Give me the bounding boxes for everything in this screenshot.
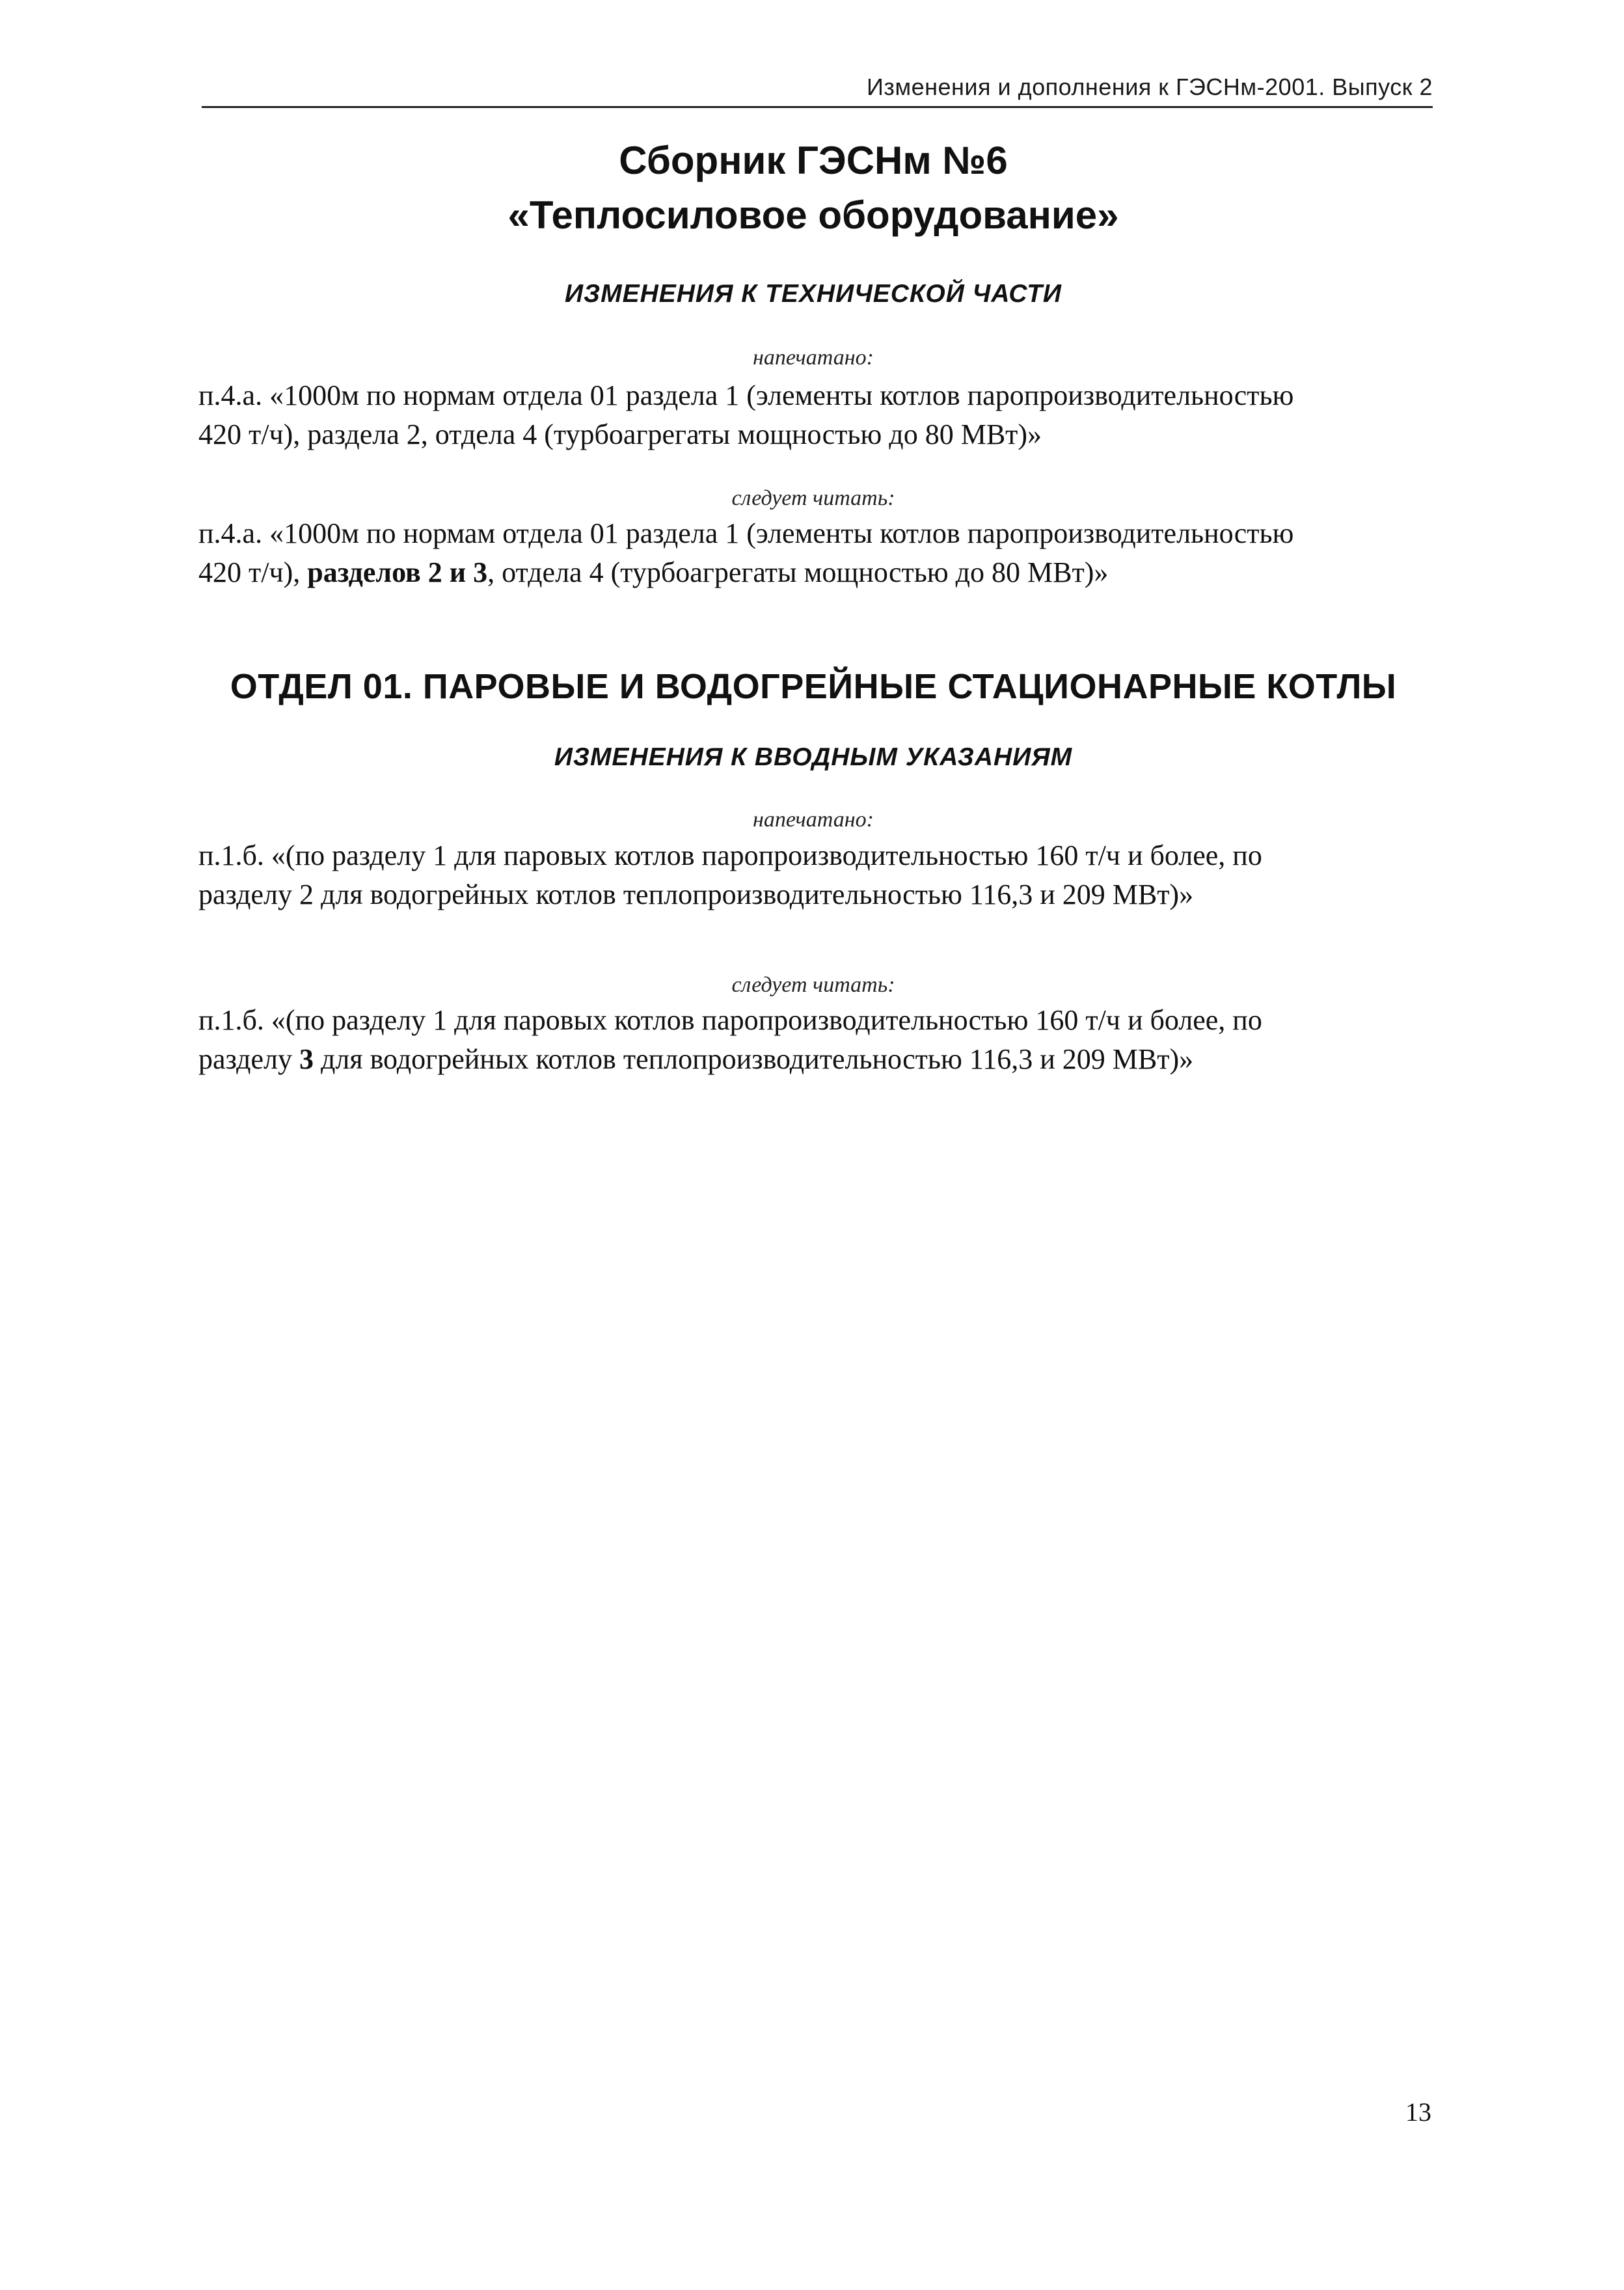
read-line-2-prefix: 420 т/ч), <box>198 556 308 588</box>
running-header: Изменения и дополнения к ГЭСНм-2001. Выпуск 2 <box>867 74 1433 100</box>
chapter-read-line-2 <box>198 1040 1431 1079</box>
chapter-printed-line-1: п.1.б. «(по разделу 1 для паровых котлов паропроизводительностью 160 т/ч и более, по <box>198 839 1262 871</box>
read-paragraph <box>198 514 1431 592</box>
chapter-read-line-2-bold: 3 <box>299 1043 314 1075</box>
introductory-changes-heading: ИЗМЕНЕНИЯ К ВВОДНЫМ УКАЗАНИЯМ <box>554 743 1073 771</box>
chapter-title: ОТДЕЛ 01. ПАРОВЫЕ И ВОДОГРЕЙНЫЕ СТАЦИОНАРНЫЕ КОТЛЫ <box>230 667 1397 706</box>
collection-title-line-1: Сборник ГЭСНм №6 <box>619 139 1008 182</box>
read-line-2-suffix: , отдела 4 (турбоагрегаты мощностью до 80 МВт)» <box>487 556 1109 588</box>
read-label: следует читать: <box>731 486 895 510</box>
printed-label: напечатано: <box>753 346 874 370</box>
printed-paragraph <box>198 376 1431 454</box>
read-line-2-bold: разделов 2 и 3 <box>307 556 488 588</box>
technical-part-heading: ИЗМЕНЕНИЯ К ТЕХНИЧЕСКОЙ ЧАСТИ <box>564 280 1062 308</box>
printed-paragraph-line-1: п.4.а. «1000м по нормам отдела 01 раздела 1 (элементы котлов паропроизводительностью <box>198 379 1294 411</box>
chapter-printed-line-2: разделу 2 для водогрейных котлов теплопроизводительностью 116,3 и 209 МВт)» <box>198 879 1194 910</box>
collection-title-line-2: «Теплосиловое оборудование» <box>508 193 1119 237</box>
chapter-read-line-2-suffix: для водогрейных котлов теплопроизводительностью 116,3 и 209 МВт)» <box>314 1043 1194 1075</box>
page-number: 13 <box>1405 2097 1431 2127</box>
chapter-read-line-1: п.1.б. «(по разделу 1 для паровых котлов паропроизводительностью 160 т/ч и более, по <box>198 1004 1262 1036</box>
chapter-printed-label: напечатано: <box>753 808 874 832</box>
chapter-read-paragraph <box>198 1001 1431 1079</box>
read-paragraph-line-1: п.4.а. «1000м по нормам отдела 01 раздела 1 (элементы котлов паропроизводительностью <box>198 517 1294 549</box>
collection-title <box>195 133 1431 243</box>
header-rule <box>202 106 1433 108</box>
chapter-read-line-2-prefix: разделу <box>198 1043 299 1075</box>
read-paragraph-line-2 <box>198 553 1431 592</box>
printed-paragraph-line-2: 420 т/ч), раздела 2, отдела 4 (турбоагрегаты мощностью до 80 МВт)» <box>198 418 1042 450</box>
chapter-read-label: следует читать: <box>731 973 895 997</box>
chapter-printed-paragraph <box>198 836 1431 914</box>
